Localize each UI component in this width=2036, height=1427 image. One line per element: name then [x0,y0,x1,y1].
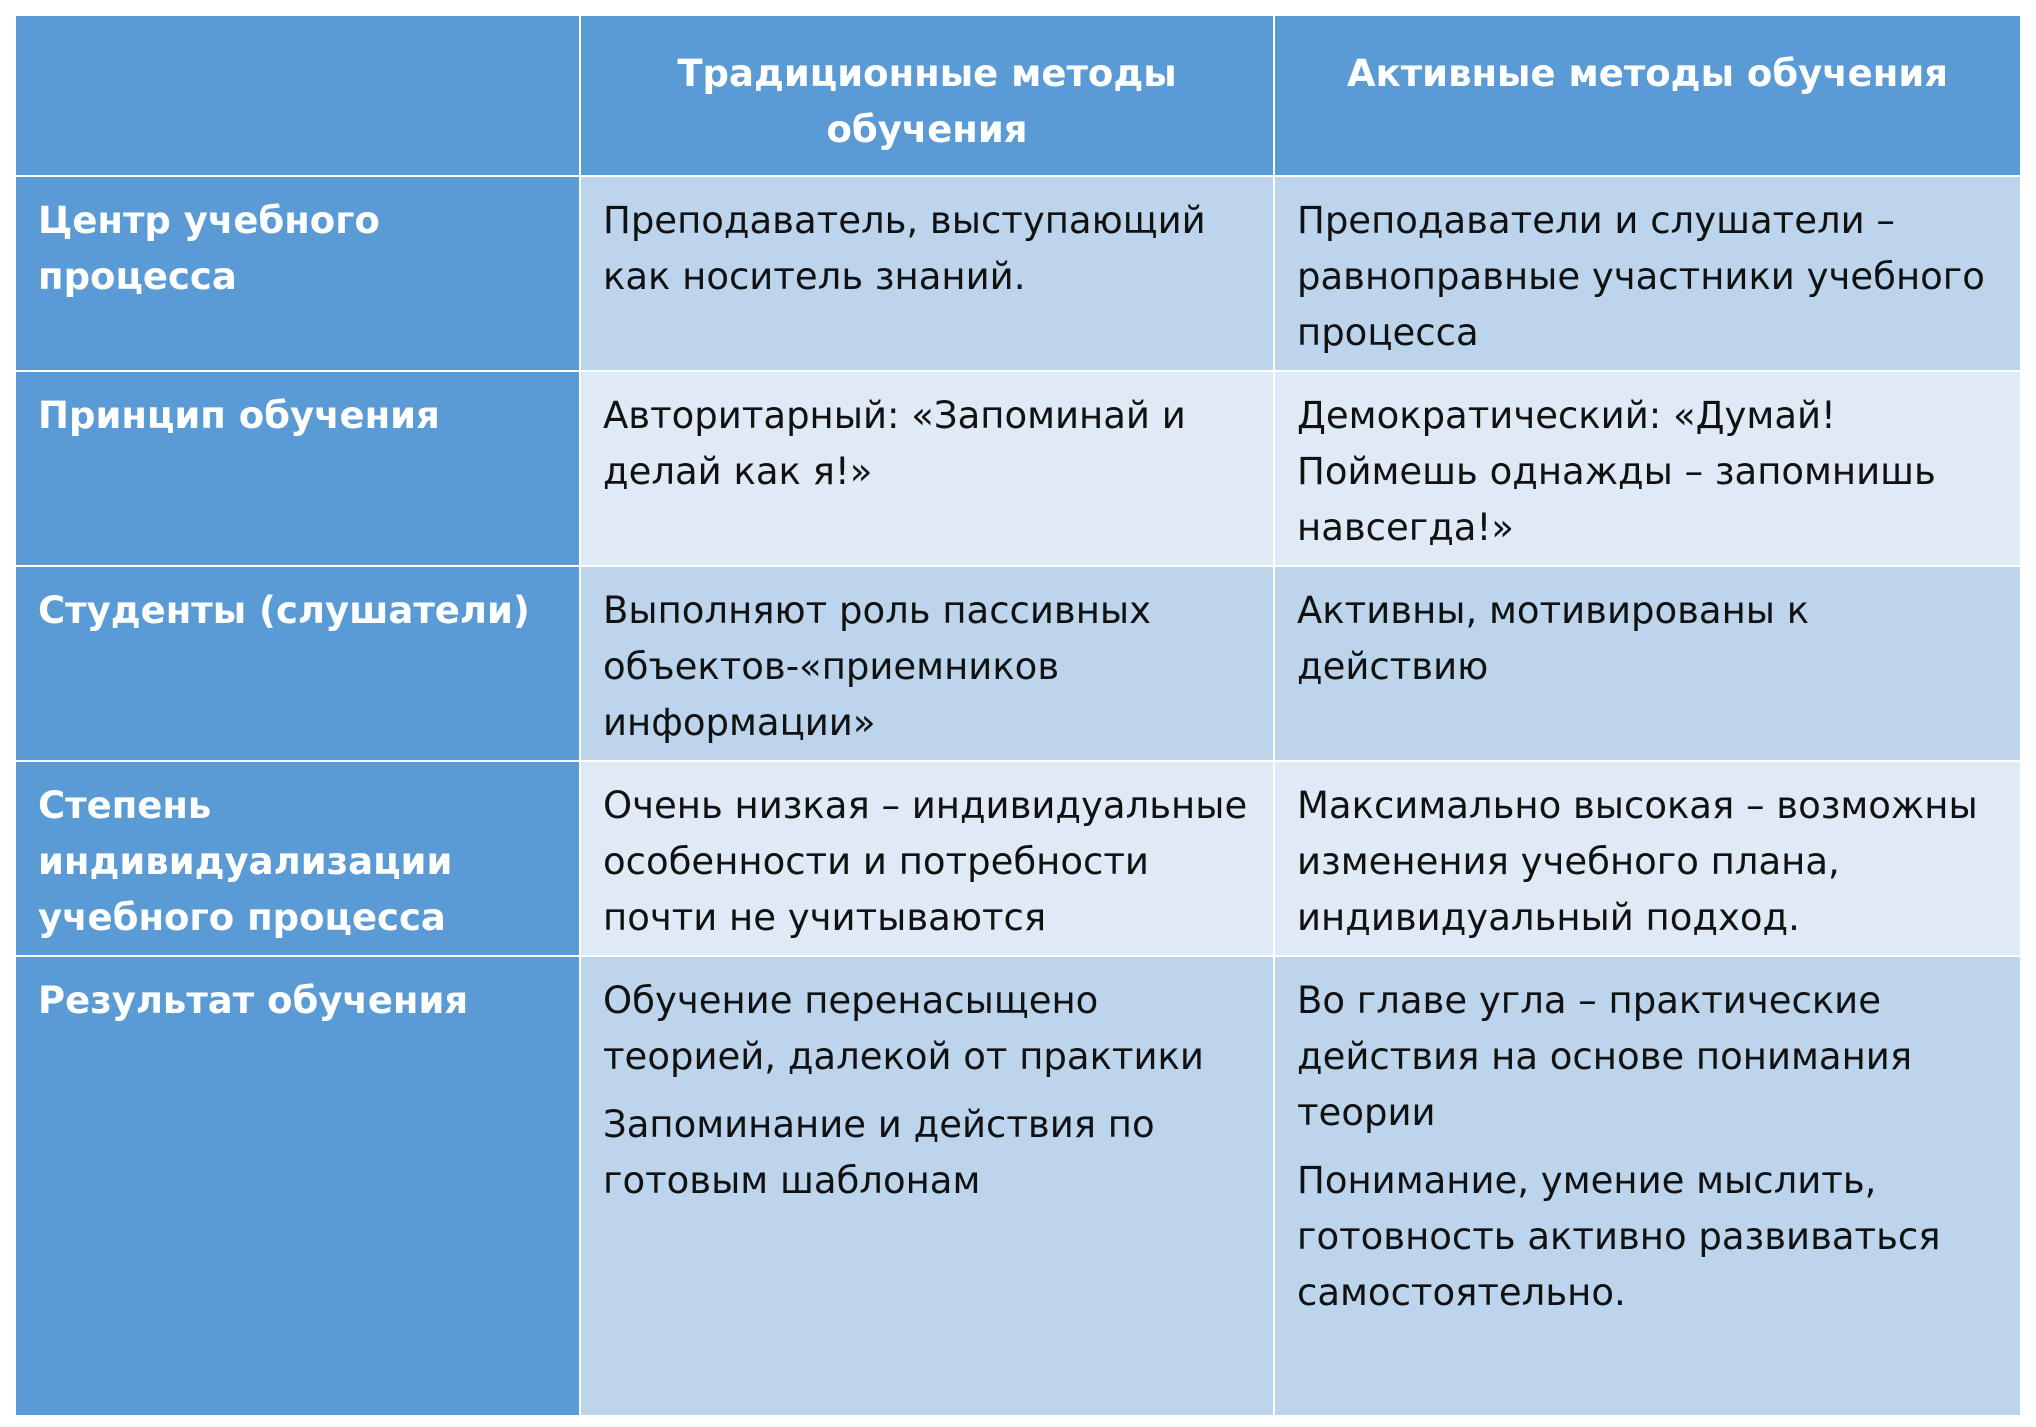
row-label-individualization: Степень индивидуализации учебного процесса [16,762,581,957]
cell-text: Выполняют роль пассивных объектов-«приемников информации» [603,589,1152,744]
comparison-table [16,16,2020,1415]
active-cell [1275,957,2020,1415]
traditional-cell [581,177,1275,372]
row-label-learning-result: Результат обучения [16,957,581,1415]
active-cell [1275,567,2020,762]
active-cell [1275,762,2020,957]
active-cell [1275,177,2020,372]
cell-text: Понимание, умение мыслить, готовность активно развиваться самостоятельно. [1297,1159,1941,1314]
cell-text: Во главе угла – практические действия на основе понимания теории [1297,979,1913,1134]
cell-text: Запоминание и действия по готовым шаблонам [603,1103,1155,1202]
traditional-cell [581,372,1275,567]
header-traditional-methods: Традиционные методы обучения [581,16,1275,177]
traditional-cell [581,957,1275,1415]
cell-text: Авторитарный: «Запоминай и делай как я!» [603,394,1186,493]
row-label-students: Студенты (слушатели) [16,567,581,762]
traditional-cell [581,567,1275,762]
cell-text: Преподаватели и слушатели – равноправные участники учебного процесса [1297,199,1985,354]
header-corner-cell [16,16,581,177]
row-label-learning-center: Центр учебного процесса [16,177,581,372]
cell-text: Обучение перенасыщено теорией, далекой от практики [603,979,1204,1078]
active-cell [1275,372,2020,567]
cell-text: Преподаватель, выступающий как носитель знаний. [603,199,1206,298]
header-active-methods: Активные методы обучения [1275,16,2020,177]
cell-text: Очень низкая – индивидуальные особенности и потребности почти не учитываются [603,784,1248,939]
row-label-learning-principle: Принцип обучения [16,372,581,567]
traditional-cell [581,762,1275,957]
cell-text: Активны, мотивированы к действию [1297,589,1810,688]
cell-text: Максимально высокая – возможны изменения учебного плана, индивидуальный подход. [1297,784,1978,939]
cell-text: Демократический: «Думай! Поймешь однажды – запомнишь навсегда!» [1297,394,1936,549]
